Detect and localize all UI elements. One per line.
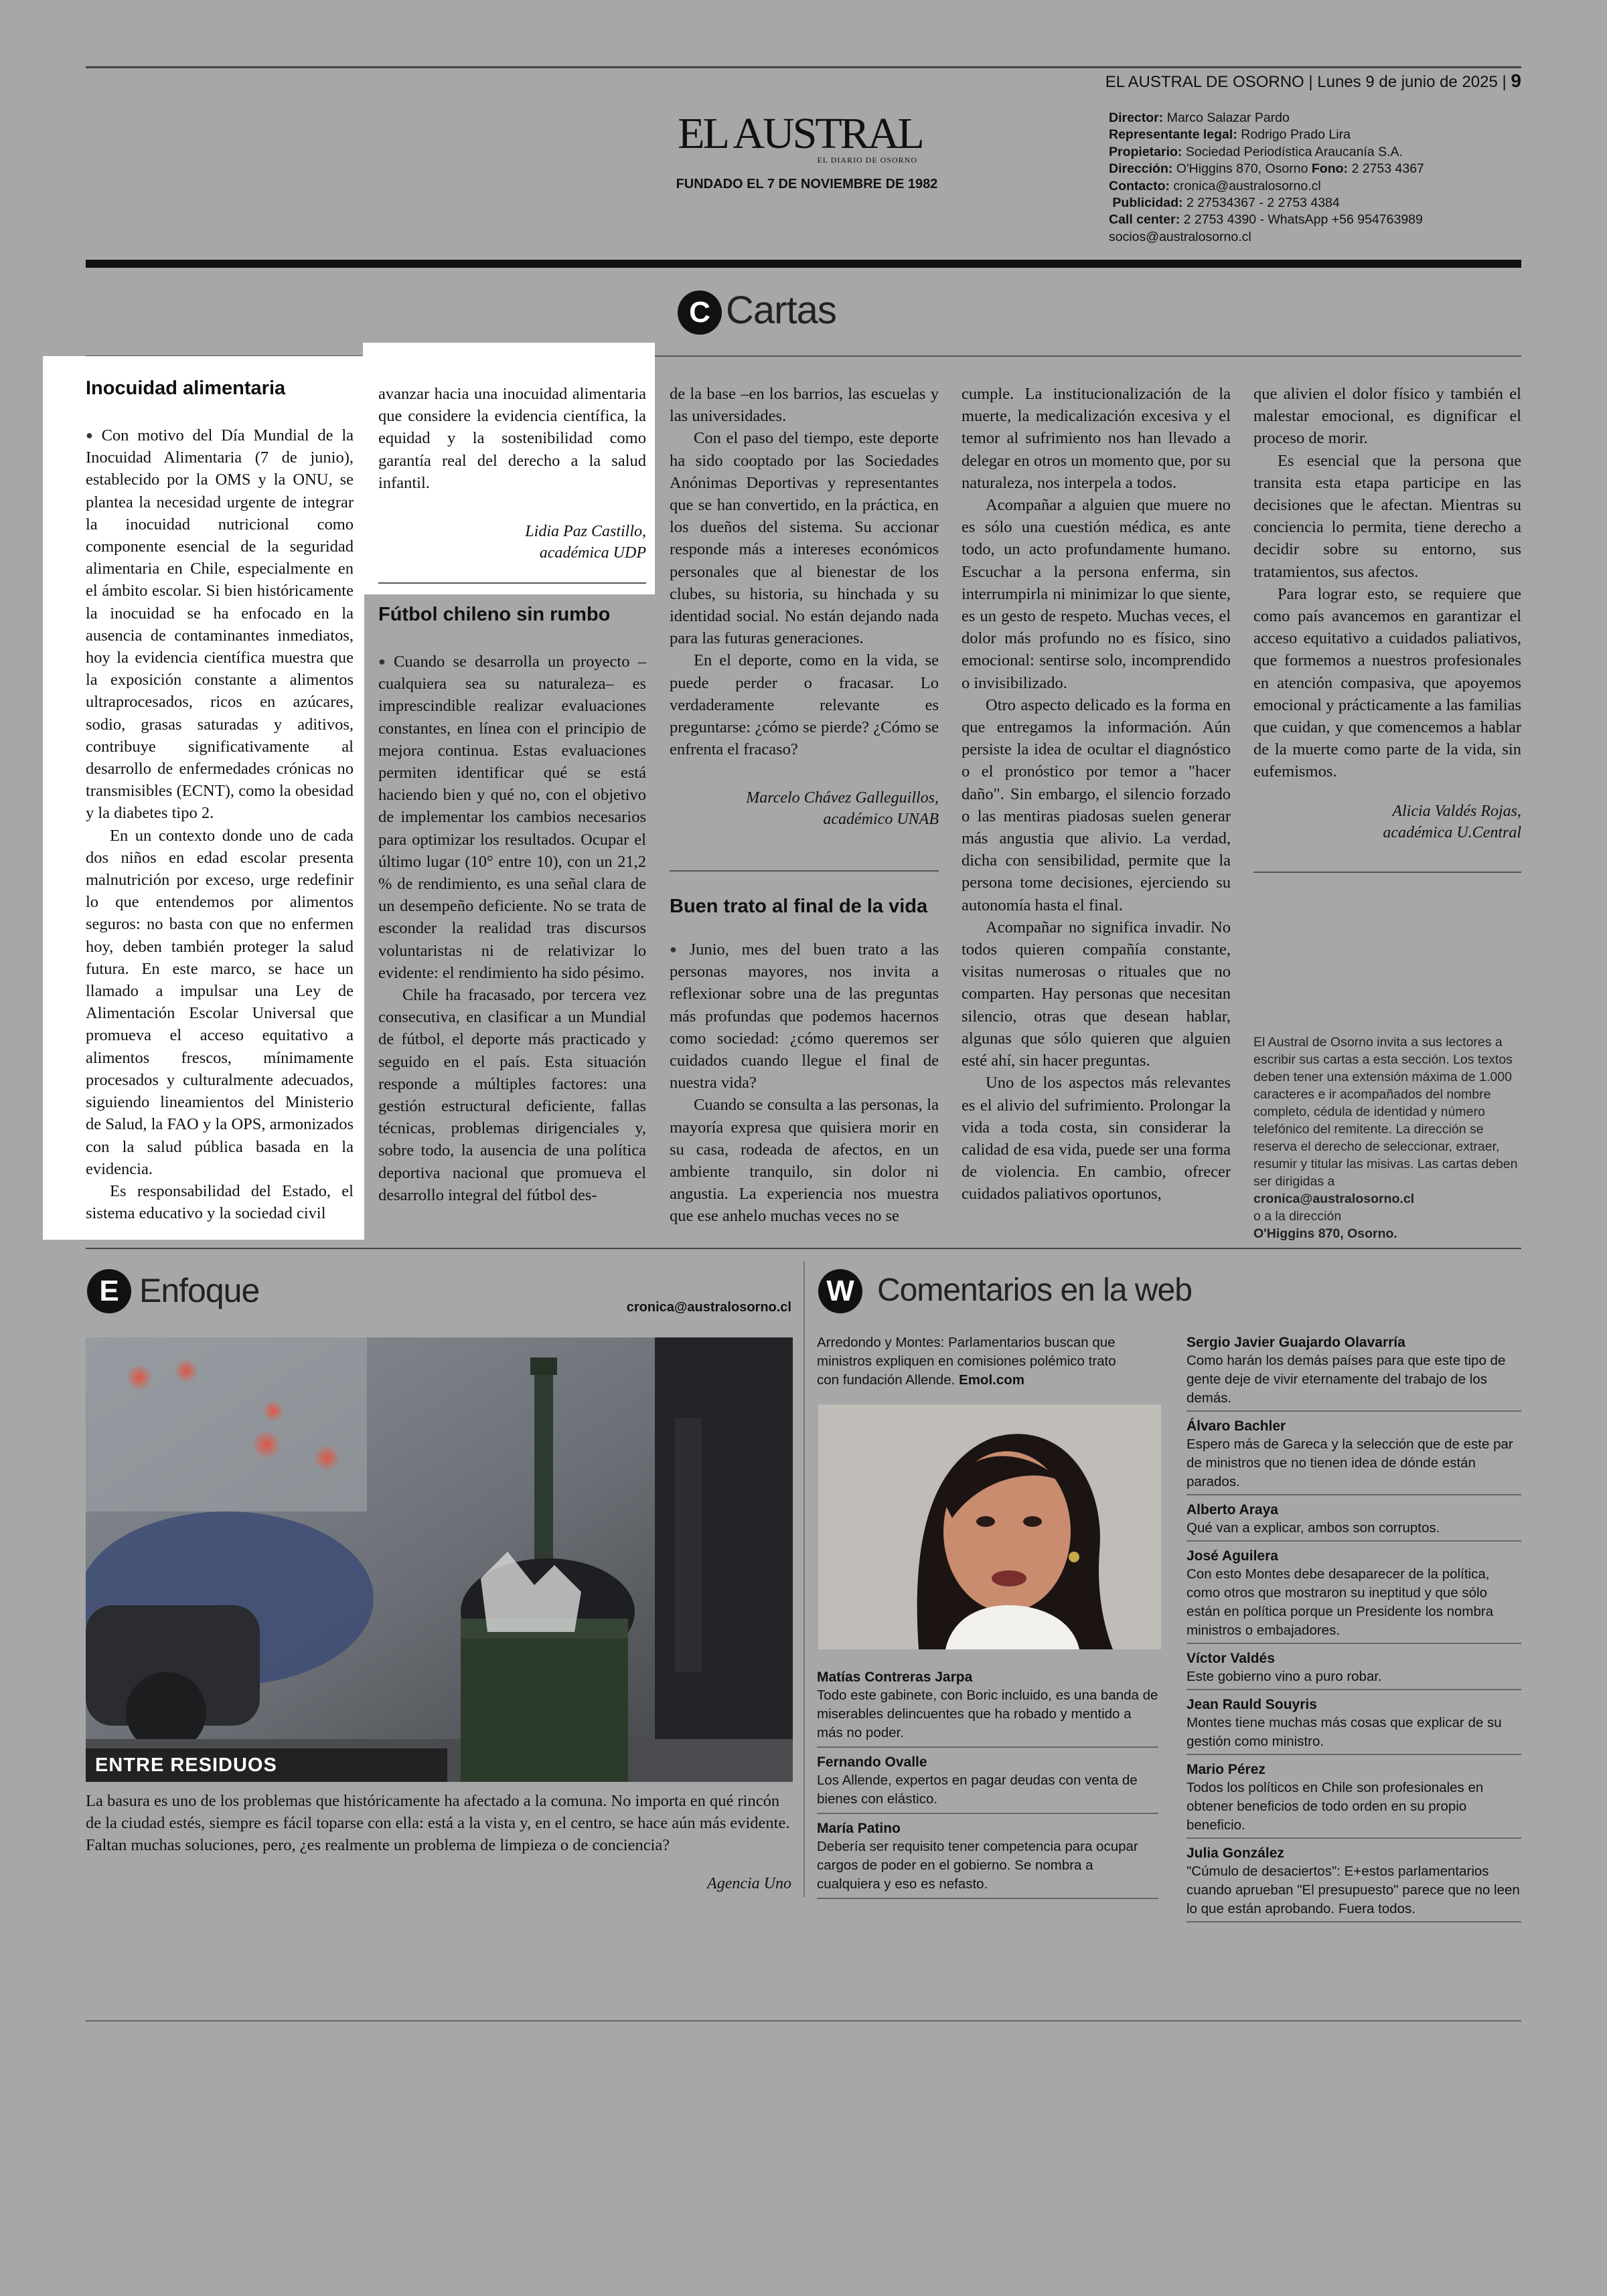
folio xyxy=(1105,71,1521,92)
letter1-col1 xyxy=(86,376,354,1224)
staff-line: Call center: 2 2753 4390 - WhatsApp +56 954763989 xyxy=(1109,212,1423,228)
web-headline xyxy=(817,1333,1125,1390)
col2-divider xyxy=(378,582,646,584)
paragraph: que alivien el dolor físico y también el malestar emocional, es dignificar el proceso de morir. xyxy=(1253,385,1521,448)
enfoque-badge: E xyxy=(87,1269,131,1313)
info-text: El Austral de Osorno invita a sus lectores a escribir sus cartas a esta sección. Los textos deben tener una extensión máxima de 1.000 caracteres e ir acompañados del nombre completo, cédula de identidad y número telefónico del remitente. La dirección se reserva el derecho de seleccionar, extraer, resumir y titular las misivas. Las cartas deben ser dirigidas a xyxy=(1253,1035,1518,1189)
letter3-continuation-2 xyxy=(1253,383,1521,783)
paragraph: Es esencial que la persona que transita esta etapa participe en las decisiones que le afectan. Mientras su conciencia lo permita, tiene derecho a decidir sobre su entorno, sus tratamientos, sus afectos. xyxy=(1253,451,1521,581)
staff-line: Propietario: Sociedad Periodística Araucanía S.A. xyxy=(1109,144,1403,159)
author: Marcelo Chávez Galleguillos, xyxy=(746,789,939,807)
info-address: O'Higgins 870, Osorno. xyxy=(1253,1226,1397,1241)
letter2-col2 xyxy=(378,602,646,1206)
letter2-col3 xyxy=(670,383,939,830)
page-bottom-rule xyxy=(86,2020,1521,2022)
photo-label: ENTRE RESIDUOS xyxy=(86,1748,447,1782)
paragraph: ● Con motivo del Día Mundial de la Inocuidad Alimentaria (7 de junio), establecido por la OMS y la ONU, se plantea la necesidad urgente de integrar la inocuidad nutricional como componente esencial de la seguridad alimentaria en Chile, especialmente en el ámbito escolar. Si bien históricamente la inocuidad se ha enfocado en la ausencia de contaminantes inmediatos, hoy la evidencia científica muestra que la exposición constante a alimentos ultraprocesados, ricos en azúcares, sodio, grasas saturadas y aditivos, contribuye significativamente al desarrollo de enfermedades crónicas no transmisibles (ECNT), como la obesidad y la diabetes tipo 2. xyxy=(86,424,354,825)
letter1-body xyxy=(86,424,354,1224)
comment-text: Este gobierno vino a puro robar. xyxy=(1187,1669,1382,1684)
paragraph: cumple. La institucionalización de la muerte, la medicalización excesiva y el temor al sufrimiento nos han llevado a delegar en otros un momento que, por su naturaleza, nos interpela a todos. xyxy=(962,385,1231,492)
comment-text: Debería ser requisito tener competencia para ocupar cargos de poder en el gobierno. Se nombra a cualquiera y eso es nefasto. xyxy=(817,1839,1138,1892)
letter2-continuation xyxy=(670,383,939,760)
logo-text: EL AUSTRAL xyxy=(678,109,923,158)
info-or: o a la dirección xyxy=(1253,1209,1342,1224)
enfoque-photo xyxy=(86,1337,793,1782)
paragraph: avanzar hacia una inocuidad alimentaria que considere la evidencia científica, la equidad y la sostenibilidad como garantía real del derecho a la salud infantil. xyxy=(378,385,646,492)
staff-line: Director: Marco Salazar Pardo xyxy=(1109,110,1290,125)
comment xyxy=(817,1819,1158,1899)
comment-text: "Cúmulo de desaciertos": E+estos parlamentarios cuando aprueban "El presupuesto" parece que no leen lo que están aprobando. Fuera todos. xyxy=(1187,1864,1520,1916)
headline-source: Emol.com xyxy=(959,1372,1024,1388)
page-number: 9 xyxy=(1511,70,1521,91)
comment-author: Mario Pérez xyxy=(1187,1762,1266,1777)
comment xyxy=(1187,1649,1521,1690)
headline-text[interactable]: Arredondo y Montes: Parlamentarios buscan que ministros expliquen en comisiones polémico trato con fundación Allende. xyxy=(817,1335,1116,1388)
paragraph: En un contexto donde uno de cada dos niños en edad escolar presenta malnutrición por exceso, urge redefinir lo que entendemos por alimentos seguros: no basta con que no enfermen hoy, deben también proteger la salud futura. En este marco, se hace un llamado a impulsar una Ley de Alimentación Escolar Universal que promueva el acceso equitativo a alimentos frescos, mínimamente procesados y culturalmente adecuados, siguiendo lineamientos del Ministerio de Salud, la FAO y la OPS, armonizados con la salud pública basada en la evidencia. xyxy=(86,826,354,1178)
comment-text: Todos los políticos en Chile son profesionales en obtener beneficios de todo orden en su propio beneficio. xyxy=(1187,1780,1484,1833)
caption-text: La basura es uno de los problemas que históricamente ha afectado a la comuna. No importa en qué rincón de la ciudad estés, siempre es fácil toparse con ella: está a la vista y, en el centro, se hace aún más evidente. Faltan muchas soluciones, pero, ¿es realmente un problema de limpieza o de conciencia? xyxy=(86,1792,790,1855)
comment-text: Los Allende, expertos en pagar deudas con venta de bienes con elástico. xyxy=(817,1773,1138,1807)
contact-link[interactable]: cronica@australosorno.cl xyxy=(1173,178,1321,193)
staff-line: Contacto: cronica@australosorno.cl xyxy=(1109,178,1321,193)
letter1-signature xyxy=(378,521,646,564)
comment-author: Álvaro Bachler xyxy=(1187,1418,1286,1434)
submission-info xyxy=(1253,1034,1521,1242)
author: Alicia Valdés Rojas, xyxy=(1392,802,1521,820)
author-role: académico UNAB xyxy=(823,811,939,829)
section-divider-vertical xyxy=(804,1261,805,1897)
comment-author: José Aguilera xyxy=(1187,1548,1278,1564)
top-rule xyxy=(86,66,1521,68)
comment-text: Espero más de Gareca y la selección que de este par de ministros que no tienen idea de dónde están parados. xyxy=(1187,1437,1513,1489)
cartas-bottom-rule xyxy=(86,1248,1521,1249)
comment-author: Alberto Araya xyxy=(1187,1502,1278,1518)
author-role: académica U.Central xyxy=(1383,823,1521,841)
staff-box xyxy=(1109,110,1524,246)
letter3-col5 xyxy=(1253,383,1521,843)
comment-text: Todo este gabinete, con Boric incluido, es una banda de miserables delincuentes que ha robado y mentido a más no poder. xyxy=(817,1688,1158,1740)
paragraph: Otro aspecto delicado es la forma en que entregamos la información. Aún persiste la idea de ocultar el diagnóstico o el pronóstico por temor a "hacer daño". Sin embargo, el silencio forzado o las mentiras piadosas suelen generar más angustia que alivio. La verdad, dicha con sensibilidad, permite que la persona tome decisiones, ejerciendo su autonomía hasta el final. xyxy=(962,695,1231,914)
comment xyxy=(1187,1417,1521,1495)
col5-divider xyxy=(1253,872,1521,873)
enfoque-title: Enfoque xyxy=(139,1272,260,1309)
socios-email[interactable]: socios@australosorno.cl xyxy=(1109,229,1251,244)
comment xyxy=(817,1668,1158,1748)
web-left-comments xyxy=(817,1668,1158,1899)
comment-author: Víctor Valdés xyxy=(1187,1651,1275,1666)
cartas-badge: C xyxy=(678,291,722,335)
enfoque-caption xyxy=(86,1790,793,1857)
comment-text: Montes tiene muchas más cosas que explicar de su gestión como ministro. xyxy=(1187,1715,1502,1749)
comment xyxy=(1187,1547,1521,1644)
letter3-col3 xyxy=(670,894,939,1228)
comment-author: Matías Contreras Jarpa xyxy=(817,1669,973,1685)
letter3-continuation xyxy=(962,383,1231,1206)
photo-credit: Agencia Uno xyxy=(707,1875,791,1892)
enfoque-email[interactable]: cronica@australosorno.cl xyxy=(626,1300,791,1315)
folio-text: EL AUSTRAL DE OSORNO | Lunes 9 de junio de 2025 | xyxy=(1105,73,1507,91)
comment-text: Como harán los demás países para que este tipo de gente deje de vivir eternamente del trabajo de los demás. xyxy=(1187,1353,1506,1406)
paragraph: ● Cuando se desarrolla un proyecto –cualquiera sea su naturaleza– es imprescindible realizar evaluaciones constantes, en línea con el principio de mejora continua. Estas evaluaciones permiten identificar qué se está haciendo bien y qué no, con el objetivo de implementar los cambios necesarios para optimizar los resultados. Ocupar el último lugar (10° entre 10), con un 21,2 % de rendimiento, es una señal clara de un desempeño deficiente. No se trata de esconder la realidad tras discursos voluntaristas ni de relativizar lo evidente: el rendimiento ha sido pésimo. xyxy=(378,651,646,984)
comment xyxy=(817,1753,1158,1814)
paragraph: Chile ha fracasado, por tercera vez consecutiva, en clasificar a un Mundial de fútbol, el deporte más practicado y seguido en el país. Esta situación responde a múltiples factores: una gestión estructural deficiente, fallas técnicas, problemas dirigenciales y, sobre todo, la ausencia de una política deportiva nacional que promueva el desarrollo integral del fútbol des- xyxy=(378,986,646,1204)
letter1-title: Inocuidad alimentaria xyxy=(86,378,286,399)
politician-portrait xyxy=(818,1404,1161,1649)
web-photo xyxy=(818,1404,1161,1649)
comment xyxy=(1187,1501,1521,1542)
staff-line: Representante legal: Rodrigo Prado Lira xyxy=(1109,127,1351,143)
paragraph: En el deporte, como en la vida, se puede perder o fracasar. Lo verdaderamente relevante es preguntarse: ¿cómo se pierde? ¿Cómo se enfrenta el fracaso? xyxy=(670,651,939,759)
comment-text: Con esto Montes debe desaparecer de la política, como otros que mostraron su ineptitud y que sólo están en política porque un Presidente los nombra ministros o embajadores. xyxy=(1187,1566,1494,1638)
logo-subtitle: EL DIARIO DE OSORNO xyxy=(817,155,917,165)
paragraph: Para lograr esto, se requiere que como país avancemos en garantizar el acceso equitativo a cuidados paliativos, que formemos a nuestros profesionales en atención compasiva, que apoyemos emocional y prácticamente a las familias que cuidan, y que comencemos a hablar de la muerte como parte de la vida, sin eufemismos. xyxy=(1253,584,1521,781)
comment xyxy=(1187,1844,1521,1922)
comment-author: Jean Rauld Souyris xyxy=(1187,1697,1317,1712)
founded-line: FUNDADO EL 7 DE NOVIEMBRE DE 1982 xyxy=(676,177,938,191)
comment xyxy=(1187,1333,1521,1412)
cartas-title: Cartas xyxy=(726,289,836,332)
comment-author: María Patino xyxy=(817,1821,901,1836)
street-trash-photo xyxy=(86,1337,793,1782)
paragraph: Acompañar no significa invadir. No todos quieren compañía constante, visitas numerosas o rituales que no comparten. Hay personas que necesitan silencio, otras que desean hablar, algunas que sólo quieren que alguien esté ahí, sin hacer preguntas. xyxy=(962,918,1231,1070)
masthead-logo xyxy=(670,109,931,165)
web-title: Comentarios en la web xyxy=(877,1273,1192,1308)
letter2-body xyxy=(378,651,646,1206)
letter3-signature xyxy=(1253,801,1521,843)
comment-author: Sergio Javier Guajardo Olavarría xyxy=(1187,1335,1405,1350)
header-bottom-rule xyxy=(86,260,1521,268)
comment xyxy=(1187,1760,1521,1839)
comment-author: Julia González xyxy=(1187,1846,1284,1861)
letter3-col4 xyxy=(962,383,1231,1206)
web-badge: W xyxy=(818,1269,862,1313)
col3-divider xyxy=(670,870,939,872)
author: Lidia Paz Castillo, xyxy=(525,523,646,541)
letter2-title: Fútbol chileno sin rumbo xyxy=(378,604,611,625)
letter3-title: Buen trato al final de la vida xyxy=(670,896,928,917)
paragraph: Acompañar a alguien que muere no es sólo una cuestión médica, es ante todo, un acto profundamente humano. Escuchar a la persona enferma, sin interrumpirla ni minimizar lo que siente, es un gesto de respeto. Muchas veces, el dolor más profundo no es físico, sino emocional: sentirse solo, incomprendido o invisibilizado. xyxy=(962,496,1231,692)
paragraph: Uno de los aspectos más relevantes es el alivio del sufrimiento. Prolongar la vida a toda costa, sin considerar la calidad de esa vida, puede ser una forma de violencia. En cambio, ofrecer cuidados paliativos oportunos, xyxy=(962,1074,1231,1204)
paragraph: Cuando se consulta a las personas, la mayoría expresa que quisiera morir en su casa, rodeada de afectos, en un ambiente tranquilo, sin dolor ni angustia. La experiencia nos muestra que ese anhelo muchas veces no se xyxy=(670,1096,939,1226)
letter1-col2 xyxy=(378,383,646,564)
letter3-body xyxy=(670,938,939,1228)
staff-line: Dirección: O'Higgins 870, Osorno Fono: 2 2753 4367 xyxy=(1109,161,1424,177)
author-role: académica UDP xyxy=(539,544,646,562)
paragraph: Es responsabilidad del Estado, el sistema educativo y la sociedad civil xyxy=(86,1181,354,1223)
paragraph: Con el paso del tiempo, este deporte ha sido cooptado por las Sociedades Anónimas Deportivas y representantes que se han convertido, en la práctica, en los dueños del sistema. Su accionar responde más a intereses económicos personales que al bienestar de los clubes, su historia, su hinchada y su identidad social. No están dejando nada para las futuras generaciones. xyxy=(670,429,939,648)
info-email[interactable]: cronica@australosorno.cl xyxy=(1253,1192,1415,1206)
web-right-comments xyxy=(1187,1333,1521,1922)
comment-text: Qué van a explicar, ambos son corruptos. xyxy=(1187,1520,1440,1536)
staff-line: Publicidad: 2 27534367 - 2 2753 4384 xyxy=(1112,195,1340,211)
letter1-continuation xyxy=(378,383,646,494)
letter2-signature xyxy=(670,787,939,830)
paragraph: de la base –en los barrios, las escuelas y las universidades. xyxy=(670,385,939,426)
paragraph: ● Junio, mes del buen trato a las personas mayores, nos invita a reflexionar sobre una de las preguntas más profundas que podemos hacernos como sociedad: ¿cómo queremos ser cuidados cuando llegue el final de nuestra vida? xyxy=(670,938,939,1094)
comment xyxy=(1187,1696,1521,1755)
comment-author: Fernando Ovalle xyxy=(817,1754,927,1770)
